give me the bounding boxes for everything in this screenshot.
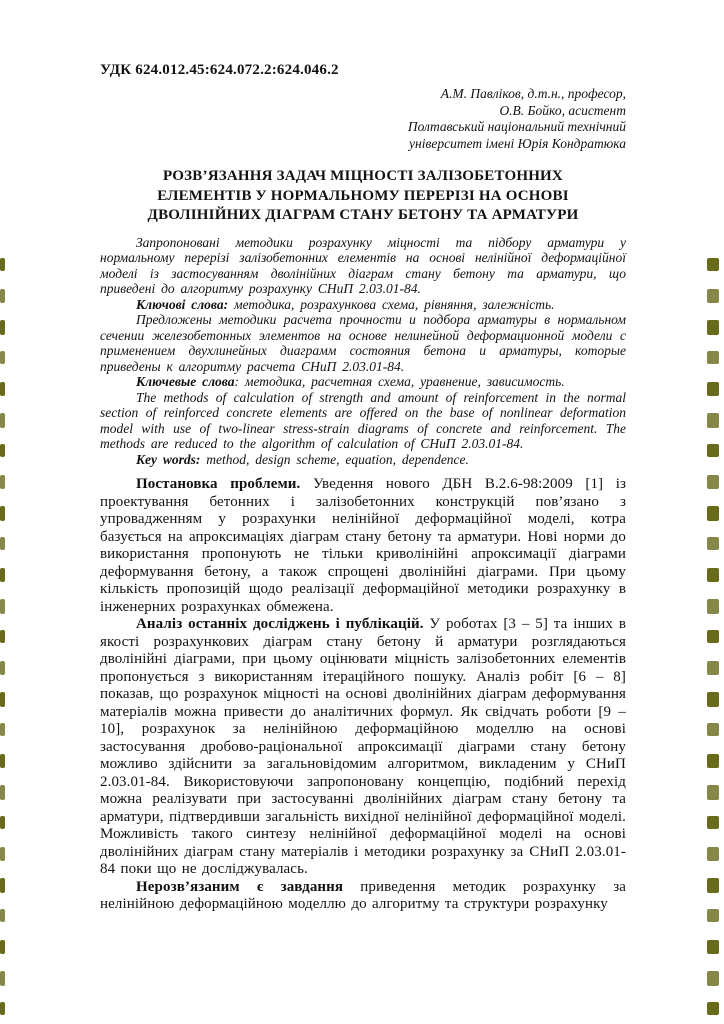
keywords-russian (100, 374, 626, 390)
abstract-english: The methods of calculation of strength and amount of reinforcement in the normal section of reinforced concrete elements are offered on the base of nonlinear deformation model with use of two-linear stress-strain diagrams of concrete and reinforcement. The methods are reduced to the algorithm of calculation of СНиП 2.03.01-84. (100, 389, 626, 451)
keywords-english (100, 452, 626, 468)
scan-artifact (0, 537, 5, 550)
article-body (100, 476, 626, 914)
scan-artifact (707, 878, 719, 893)
article-title (100, 167, 626, 226)
article-title-line-1: РОЗВ’ЯЗАННЯ ЗАДАЧ МІЦНОСТІ ЗАЛІЗОБЕТОННИХ (163, 168, 563, 184)
paragraph-literature-review (100, 616, 626, 879)
scan-artifact (0, 506, 5, 521)
scan-artifact (0, 568, 5, 582)
scan-artifact (707, 785, 719, 800)
article-title-line-3: ДВОЛІНІЙНИХ ДІАГРАМ СТАНУ БЕТОНУ ТА АРМАТУРИ (147, 207, 579, 223)
scan-artifact (0, 351, 5, 364)
paragraph-unsolved-task (100, 879, 626, 914)
affiliation-line-2: університет імені Юрія Кондратюка (409, 135, 626, 151)
keywords-english-label: Key words: (136, 451, 201, 467)
scan-artifact (0, 754, 5, 768)
affiliation-line-1: Полтавський національний технічний (407, 119, 626, 134)
scan-artifact (0, 723, 5, 736)
scan-artifact (707, 723, 719, 736)
scan-artifact (707, 909, 719, 922)
scan-artifact (707, 444, 719, 457)
scan-artifact (707, 599, 719, 614)
author-line-1: А.М. Павліков, д.т.н., професор, (440, 86, 626, 101)
scan-artifact (0, 847, 5, 861)
scan-artifact (0, 630, 5, 643)
scan-artifact (707, 351, 719, 364)
scan-artifact (707, 1002, 719, 1015)
paragraph-unsolved-task-lead: Нерозв’язаним є завдання (136, 878, 344, 895)
scan-artifact (0, 475, 5, 489)
author-line-2: О.В. Бойко, асистент (499, 102, 626, 118)
scan-artifact (707, 940, 719, 954)
scan-artifact (0, 878, 5, 893)
scan-artifact (0, 320, 5, 335)
keywords-ukrainian-text: методика, розрахункова схема, рівняння, залежність. (228, 296, 555, 312)
scan-artifact (707, 971, 719, 986)
scan-artifact (0, 1002, 5, 1015)
abstract-russian: Предложены методики расчета прочности и подбора арматуры в нормальном сечении железобетонных элементов на основе нелинейной деформационной модели с применением двухлинейных диаграмм состояния бетона и арматуры, которые приведены к алгоритму расчета СНиП 2.03.01-84. (100, 312, 626, 374)
scan-artifact (707, 382, 719, 396)
paragraph-unsolved-task-text: приведення методик розрахунку за нелінійною деформаційною моделлю до алгоритму та структури розрахунку (100, 878, 627, 912)
scan-artifact (707, 506, 719, 521)
scan-artifact (0, 382, 5, 396)
scan-artifact (707, 289, 719, 303)
scan-artifact (707, 816, 719, 829)
scan-artifact (0, 289, 5, 303)
scan-artifact (707, 413, 719, 428)
abstract-ukrainian: Запропоновані методики розрахунку міцності та підбору арматури у нормальному перерізі залізобетонних елементів на основі нелінійної деформаційної моделі із застосуванням дволінійних діаграм стану бетону та арматури, що приведені до алгоритму розрахунку СНиП 2.03.01-84. (100, 234, 626, 296)
paragraph-literature-review-lead: Аналіз останніх досліджень і публікацій. (136, 616, 424, 632)
scan-artifact (707, 475, 719, 489)
keywords-ukrainian-label: Ключові слова: (136, 296, 229, 312)
scan-artifact (0, 661, 5, 675)
keywords-russian-label: Ключевые слова (136, 374, 235, 389)
scan-artifact (0, 413, 5, 428)
scan-artifact (0, 599, 5, 614)
scan-artifact (0, 258, 5, 271)
scan-artifact (0, 940, 5, 954)
scan-artifact (0, 444, 5, 457)
scan-artifact (0, 816, 5, 829)
scan-artifact (707, 537, 719, 550)
scan-artifact (707, 630, 719, 643)
keywords-russian-text: : методика, расчетная схема, уравнение, зависимость. (234, 374, 565, 389)
page-content (100, 62, 626, 914)
scan-artifact (0, 692, 5, 707)
keywords-ukrainian (100, 297, 626, 313)
scan-artifact (707, 692, 719, 707)
scan-artifact (707, 661, 719, 675)
keywords-english-text: method, design scheme, equation, dependence. (200, 451, 469, 467)
paragraph-problem-statement (100, 476, 626, 616)
scan-artifact (707, 320, 719, 335)
abstract-section (100, 235, 626, 468)
scan-artifact (0, 785, 5, 800)
author-block (100, 86, 626, 152)
scan-artifact (707, 258, 719, 271)
scan-artifact (0, 909, 5, 922)
paragraph-literature-review-text: У роботах [3 – 5] та інших в якості розрахункових діаграм стану бетону й арматури розглядаються дволінійні діаграми, при цьому оцінювати міцність залізобетонних елементів пропонується з використанням ітераційного пошуку. Аналіз робіт [6 – 8] показав, що розрахунок міцності на основі дволінійних діаграм деформування матеріалів можна привести до аналітичних формул. Як свідчать роботи [9 – 10], розрахунок за нелінійною деформаційною моделлю на основі застосування дробово-раціональної апроксимації діаграми стану бетону можливо здійснити за загальновідомим алгоритмом, викладеним у СНиП 2.03.01-84. Використовуючи запропоновану концепцію, подібний перехід можна реалізувати при застосуванні дволінійних діаграм стану бетону та арматури, підтвердивши загальність вихідної нелінійної деформаційної моделі. Можливість такого синтезу нелінійної деформаційної моделі на основі дволінійних діаграм стану матеріалів і методики розрахунку за СНиП 2.03.01-84 поки що не досліджувалась. (100, 616, 627, 877)
article-title-line-2: ЕЛЕМЕНТІВ У НОРМАЛЬНОМУ ПЕРЕРІЗІ НА ОСНОВІ (157, 187, 569, 204)
scan-artifact (707, 847, 719, 861)
paragraph-problem-statement-lead: Постановка проблеми. (136, 476, 301, 492)
paragraph-problem-statement-text: Уведення нового ДБН В.2.6-98:2009 [1] із проектування бетонних і залізобетонних конструкцій пов’язано з упровадженням у розрахунки нелінійної деформаційної моделі, котра базується на апроксимаціях діаграм стану бетону та арматури. Нові норми до використання пропонують не тільки криволінійні апроксимації діаграми деформування бетону, а також спрощені дволінійні діаграми. При цьому кількість пропозицій щодо реалізації деформаційної методики розрахунку в інженерних розрахунках обмежена. (100, 476, 626, 615)
scan-artifact (0, 971, 5, 986)
scan-artifact (707, 568, 719, 582)
udc-code: УДК 624.012.45:624.072.2:624.046.2 (100, 62, 339, 78)
scan-artifact (707, 754, 719, 768)
